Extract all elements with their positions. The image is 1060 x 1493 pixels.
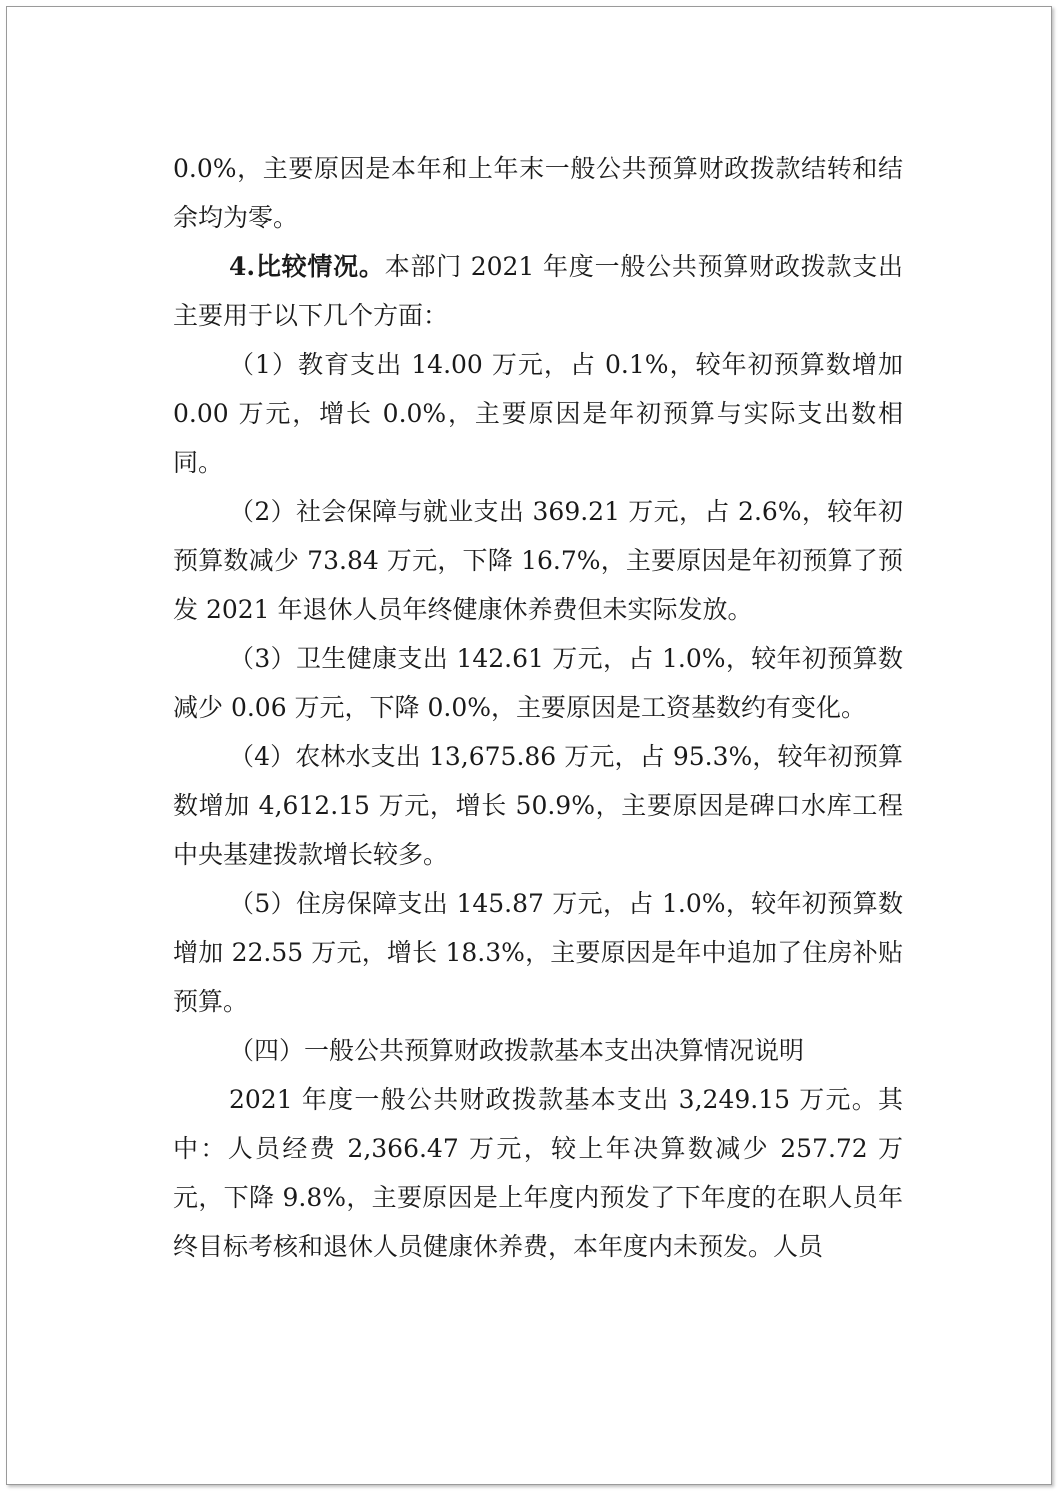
section-lead-heading: 4.比较情况。 xyxy=(229,252,385,281)
paragraph-agriculture xyxy=(173,732,903,879)
paragraph-text: 本部门 2021 年度一般公共预算财政拨款支出主要用于以下几个方面： xyxy=(173,252,903,330)
paragraph-text: 2021 年度一般公共财政拨款基本支出 3,249.15 万元。其中：人员经费 2,366.47 万元，较上年决算数减少 257.72 万元，下降 9.8%，主要原因是上年度内预发了下年度的在职人员年终目标考核和退休人员健康休养费，本年度内未预发。人员 xyxy=(173,1085,903,1261)
paragraph-balance-note xyxy=(173,144,903,242)
paragraph-text: （3）卫生健康支出 142.61 万元，占 1.0%，较年初预算数减少 0.06 万元，下降 0.0%，主要原因是工资基数约有变化。 xyxy=(173,644,903,722)
paragraph-education xyxy=(173,340,903,487)
paragraph-social-security xyxy=(173,487,903,634)
paragraph-text: （4）农林水支出 13,675.86 万元，占 95.3%，较年初预算数增加 4,612.15 万元，增长 50.9%，主要原因是碑口水库工程中央基建拨款增长较多。 xyxy=(173,742,903,869)
section-heading-basic-expenditure xyxy=(173,1026,903,1075)
paragraph-text: （5）住房保障支出 145.87 万元，占 1.0%，较年初预算数增加 22.55 万元，增长 18.3%，主要原因是年中追加了住房补贴预算。 xyxy=(173,889,903,1016)
paragraph-health xyxy=(173,634,903,732)
document-body xyxy=(173,144,903,1271)
paragraph-text: （2）社会保障与就业支出 369.21 万元，占 2.6%，较年初预算数减少 73.84 万元，下降 16.7%，主要原因是年初预算了预发 2021 年退休人员年终健康休养费但未实际发放。 xyxy=(173,497,903,624)
paragraph-text: （1）教育支出 14.00 万元，占 0.1%，较年初预算数增加 0.00 万元，增长 0.0%，主要原因是年初预算与实际支出数相同。 xyxy=(173,350,903,477)
paragraph-basic-expenditure xyxy=(173,1075,903,1271)
section-heading-text: （四）一般公共预算财政拨款基本支出决算情况说明 xyxy=(229,1036,805,1065)
document-page xyxy=(6,6,1052,1485)
paragraph-housing xyxy=(173,879,903,1026)
paragraph-text: 0.0%，主要原因是本年和上年末一般公共预算财政拨款结转和结余均为零。 xyxy=(173,154,903,232)
paragraph-comparison-intro xyxy=(173,242,903,340)
